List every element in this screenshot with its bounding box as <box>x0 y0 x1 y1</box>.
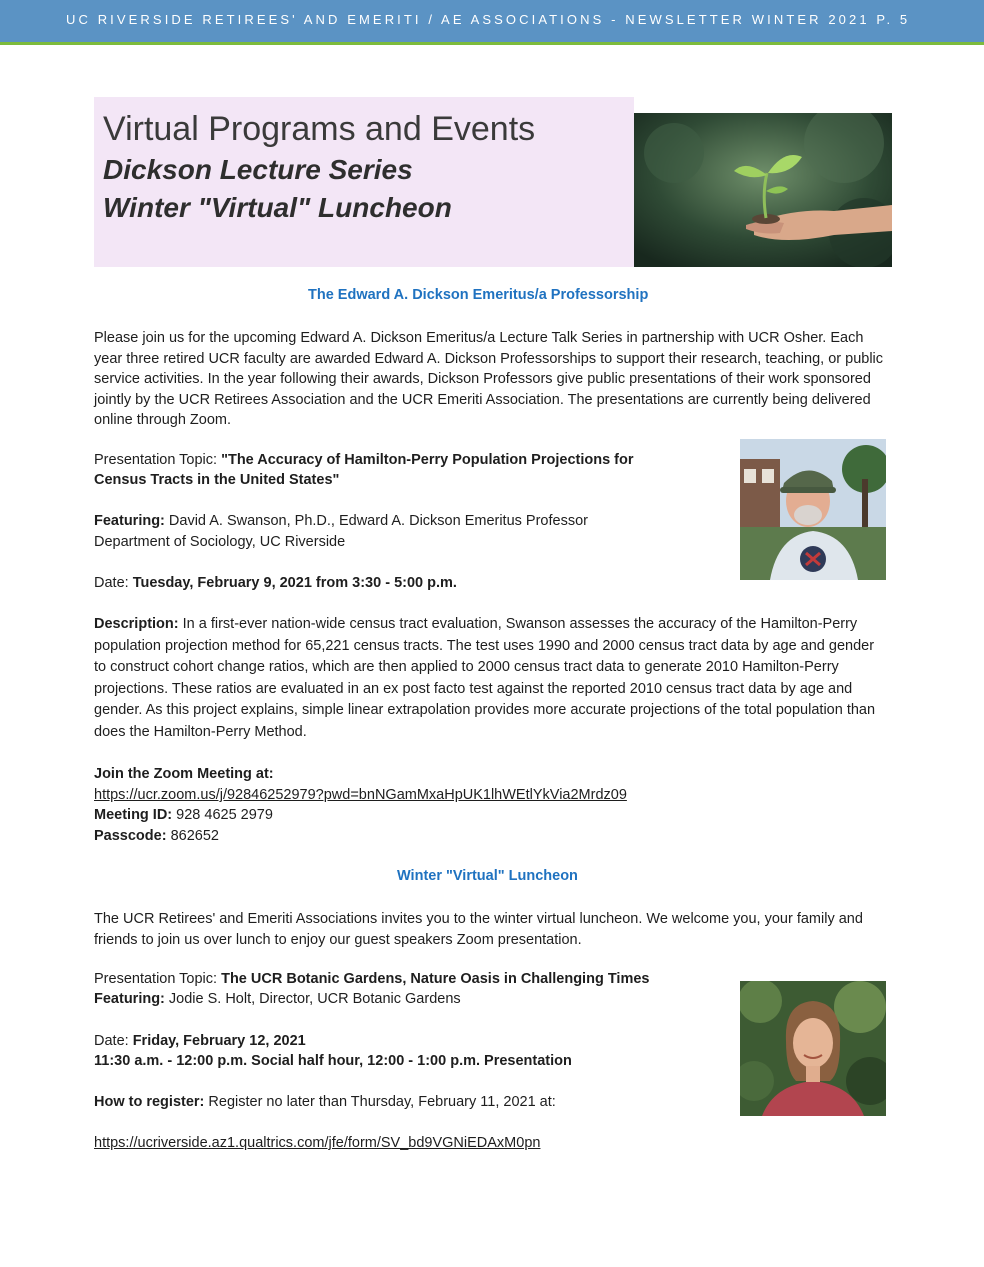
luncheon-date-value: Friday, February 12, 2021 <box>132 1033 306 1049</box>
passcode-value: 862652 <box>166 828 219 844</box>
meeting-id-value: 928 4625 2979 <box>172 807 273 823</box>
dickson-description-label: Description: <box>94 616 179 632</box>
dickson-section-heading: The Edward A. Dickson Emeritus/a Professorship <box>308 287 649 303</box>
luncheon-time-line <box>94 1053 572 1069</box>
dickson-topic-line-1 <box>94 452 634 468</box>
register-label: How to register: <box>94 1094 205 1110</box>
dickson-featuring-line-1 <box>94 513 588 529</box>
luncheon-date-line <box>94 1033 306 1049</box>
passcode-label: Passcode: <box>94 828 167 844</box>
luncheon-topic-line <box>94 971 649 987</box>
passcode-line <box>94 828 219 844</box>
meeting-id-label: Meeting ID: <box>94 807 173 823</box>
luncheon-time-value: 11:30 a.m. - 12:00 p.m. Social half hour, 12:00 - 1:00 p.m. Presentation <box>94 1053 572 1069</box>
dickson-date-line <box>94 575 457 591</box>
seedling-photo <box>634 113 892 267</box>
newsletter-header-text: UC RIVERSIDE RETIREES' AND EMERITI / AE ASSOCIATIONS - NEWSLETTER WINTER 2021 P. 5 <box>66 12 911 27</box>
jodie-holt-photo <box>740 981 886 1116</box>
dickson-topic-label: Presentation Topic: <box>94 452 222 468</box>
banner-title: Virtual Programs and Events <box>103 110 536 148</box>
david-swanson-photo <box>740 439 886 580</box>
dickson-topic-title-part2: Census Tracts in the United States" <box>94 472 340 488</box>
register-text: Register no later than Thursday, February 11, 2021 at: <box>204 1094 556 1110</box>
dickson-topic-title-part1: "The Accuracy of Hamilton-Perry Population Projections for <box>221 452 634 468</box>
banner-subtitle-luncheon: Winter "Virtual" Luncheon <box>103 192 452 223</box>
dickson-description-text: In a first-ever nation-wide census tract evaluation, Swanson assesses the accuracy of the Hamilton-Perry population projection method for 65,221 census tracts. The test uses 1990 and 2000 census tract data by age and gender to construct cohort change ratios, which are then applied to 2000 census tract data to generate 2010 Hamilton-Perry projections. These ratios are evaluated in an ex post facto test against the reported 2010 census tract data by age and gender. As this project explains, simple linear extrapolation provides more accurate projections of the total population than does the Hamilton-Perry Method. <box>94 616 876 740</box>
luncheon-section-heading: Winter "Virtual" Luncheon <box>397 868 578 884</box>
register-line <box>94 1094 556 1110</box>
dickson-intro-paragraph: Please join us for the upcoming Edward A. Dickson Emeritus/a Lecture Talk Series in partnership with UCR Osher. Each year three retired UCR faculty are awarded Edward A. Dickson Professorships to support their research, teaching, or public service activities. In the year following their awards, Dickson Professors give public presentations of their work sponsored jointly by the UCR Retirees Association and the UCR Emeriti Association. The presentations are currently being delivered online through Zoom. <box>94 330 884 429</box>
luncheon-intro-paragraph: The UCR Retirees' and Emeriti Associations invites you to the winter virtual luncheon. We welcome you, your family and friends to join us over lunch to enjoy our guest speakers Zoom presentation. <box>94 911 863 948</box>
dickson-date-value: Tuesday, February 9, 2021 from 3:30 - 5:00 p.m. <box>132 575 457 591</box>
dickson-date-label: Date: <box>94 575 133 591</box>
banner-subtitle-lecture: Dickson Lecture Series <box>103 154 413 185</box>
luncheon-date-label: Date: <box>94 1033 133 1049</box>
dickson-featuring-department: Department of Sociology, UC Riverside <box>94 534 346 550</box>
dickson-topic-line-2 <box>94 472 339 488</box>
zoom-meeting-link[interactable]: https://ucr.zoom.us/j/92846252979?pwd=bnNGamMxaHpUK1lhWEtlYkVia2Mrdz09 <box>94 787 627 803</box>
dickson-description <box>94 614 884 744</box>
luncheon-featuring-line <box>94 991 461 1007</box>
dickson-featuring-name: David A. Swanson, Ph.D., Edward A. Dickson Emeritus Professor <box>164 513 588 529</box>
luncheon-featuring-label: Featuring: <box>94 991 165 1007</box>
register-link[interactable]: https://ucriverside.az1.qualtrics.com/jfe/form/SV_bd9VGNiEDAxM0pn <box>94 1135 541 1151</box>
dickson-featuring-label: Featuring: <box>94 513 165 529</box>
luncheon-topic-title: The UCR Botanic Gardens, Nature Oasis in Challenging Times <box>221 971 650 987</box>
zoom-label-text: Join the Zoom Meeting at: <box>94 766 274 782</box>
meeting-id-line <box>94 807 273 823</box>
zoom-label <box>94 766 274 782</box>
luncheon-featuring-name: Jodie S. Holt, Director, UCR Botanic Gardens <box>164 991 461 1007</box>
newsletter-header-bar <box>0 0 984 45</box>
luncheon-topic-label: Presentation Topic: <box>94 971 222 987</box>
